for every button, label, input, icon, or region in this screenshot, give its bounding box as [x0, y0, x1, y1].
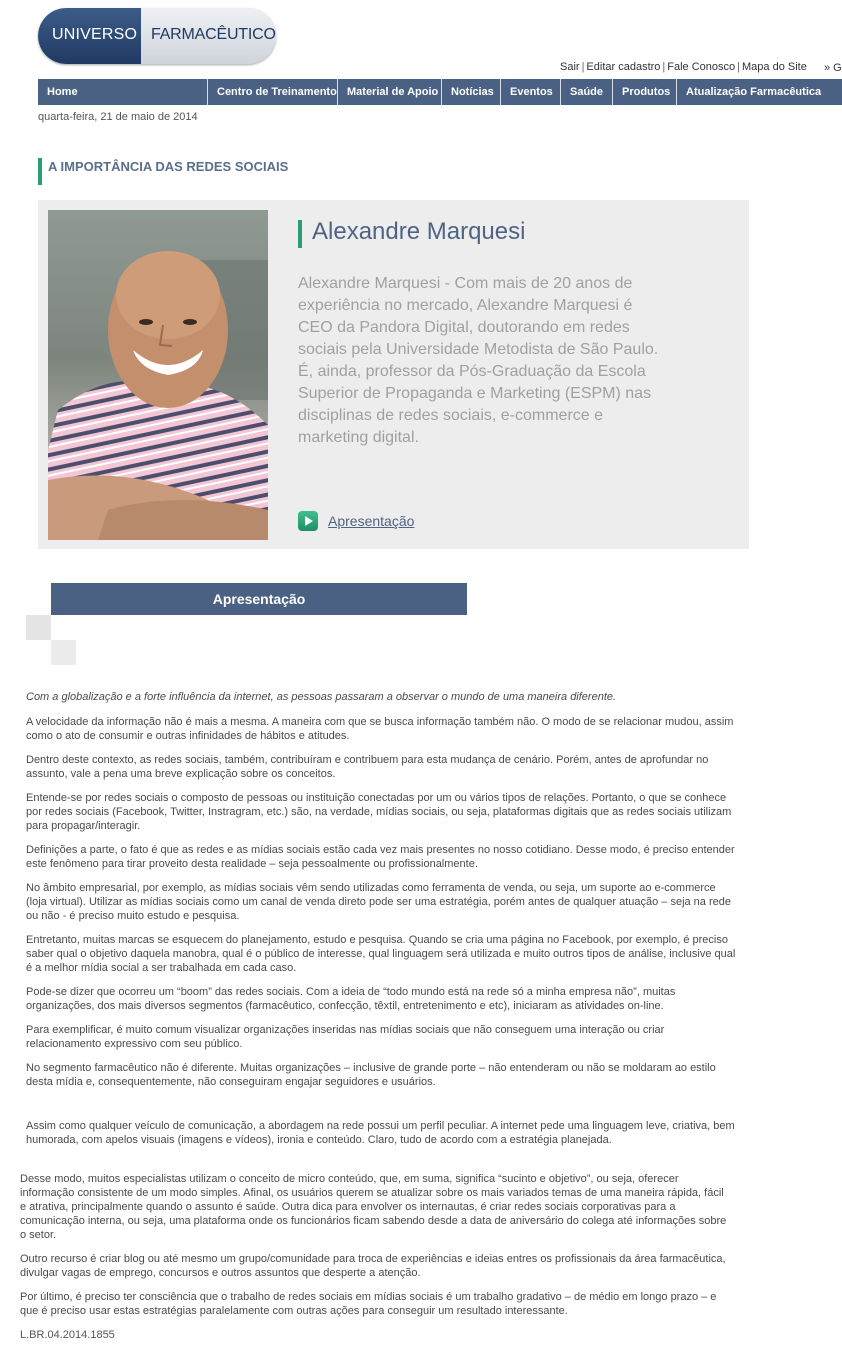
article-paragraph: Definições a parte, o fato é que as redes e as mídias sociais estão cada vez mais presentes no nosso cotidiano. Desse modo, é preciso entender este fenômeno para tirar proveito desta realidade – seja pessoalmente ou profissionalmente.: [26, 844, 735, 870]
article-paragraph: Entretanto, muitas marcas se esquecem do planejamento, estudo e pesquisa. Quando se cria uma página no Facebook, por exemplo, é preciso saber qual o objetivo daquela manobra, qual é o público de interesse, qual linguagem será utilizada e muito outros tipos de análise, inclusive qual é a melhor mídia social a ser trabalhada em cada caso.: [26, 934, 736, 974]
nav-training-center[interactable]: Centro de Treinamento: [208, 79, 338, 105]
contact-link[interactable]: Fale Conosco: [667, 61, 736, 73]
article-paragraph: Entende-se por redes sociais o composto de pessoas ou instituição conectadas por um ou vários tipos de relações. Portanto, o que se conhece por redes sociais (Facebook, Twitter, Instragram, etc.) são, na verdade, mídias sociais, ou seja, plataformas digitais que as redes sociais utilizam para propagar/interagir.: [26, 792, 732, 832]
article-paragraph: No âmbito empresarial, por exemplo, as mídias sociais vêm sendo utilizadas como ferramenta de venda, ou seja, um suporte ao e-commerce (loja virtual). Utilizar as mídias sociais como um canal de venda direto pode ser uma estratégia, porém antes de qualquer atuação – seja na rede ou não - é preciso muito estudo e pesquisa.: [26, 882, 731, 922]
article-paragraph: Dentro deste contexto, as redes sociais, também, contribuíram e contribuem para esta mudança de cenário. Porém, antes de aprofundar no assunto, vale a pena uma breve explicação sobre os conceitos.: [26, 754, 709, 780]
nav-support-material[interactable]: Material de Apoio: [338, 79, 442, 105]
article-paragraph: A velocidade da informação não é mais a mesma. A maneira com que se busca informação também não. O modo de se relacionar mudou, assim como o ato de consumir e outras infinidades de hábitos e atitudes.: [26, 716, 734, 742]
logo-left-part: [38, 8, 141, 64]
separator: |: [737, 61, 740, 73]
article-paragraph: Assim como qualquer veículo de comunicação, a abordagem na rede possui um perfil peculiar. A internet pede uma linguagem leve, criativa, bem humorada, com apelos visuais (imagens e vídeos), ironia e conteúdo. Claro, tudo de acordo com a estratégia planejada.: [26, 1120, 735, 1146]
sitemap-link[interactable]: Mapa do Site: [742, 61, 807, 73]
more-link[interactable]: » G: [824, 62, 842, 74]
author-photo: [48, 210, 268, 540]
presentation-link[interactable]: Apresentação: [328, 513, 415, 529]
article-paragraph: Pode-se dizer que ocorreu um “boom” das redes sociais. Com a ideia de “todo mundo está na rede só a minha empresa não”, muitas organizações, dos mais diversos segmentos (farmacêutico, confecção, têxtil, entretenimento e etc), iniciaram as atividades on-line.: [26, 986, 676, 1012]
main-nav: [38, 79, 842, 105]
separator: |: [662, 61, 666, 73]
author-bio: Alexandre Marquesi - Com mais de 20 anos de experiência no mercado, Alexandre Marquesi é CEO da Pandora Digital, doutorando em redes sociais pela Universidade Metodista de São Paulo. É, ainda, professor da Pós-Graduação da Escola Superior de Propaganda e Marketing (ESPM) nas disciplinas de redes sociais, e-commerce e marketing digital.: [298, 275, 659, 446]
nav-events[interactable]: Eventos: [501, 79, 561, 105]
decorative-square: [51, 640, 76, 665]
site-logo[interactable]: [38, 8, 276, 64]
separator: |: [581, 61, 585, 73]
presentation-link-row[interactable]: [298, 511, 414, 531]
article-intro: Com a globalização e a forte influência da internet, as pessoas passaram a observar o mundo de uma maneira diferente.: [26, 691, 617, 703]
edit-profile-link[interactable]: Editar cadastro: [586, 61, 661, 73]
decorative-square: [26, 615, 51, 640]
author-portrait-illustration: [48, 210, 268, 540]
logout-link[interactable]: Sair: [560, 61, 580, 73]
logo-right-part: [141, 8, 276, 64]
author-name: Alexandre Marquesi: [298, 220, 525, 248]
article-paragraph: Outro recurso é criar blog ou até mesmo um grupo/comunidade para troca de experiências e ideias entres os profissionais da área farmacêutica, divulgar vagas de emprego, concursos e outros assuntos que desperte a atenção.: [20, 1253, 726, 1279]
article-body: [26, 690, 738, 1157]
article-paragraph: Desse modo, muitos especialistas utilizam o conceito de micro conteúdo, que, em suma, significa “sucinto e objetivo”, ou seja, oferecer informação consistente de um modo simples. Afinal, os usuários querem se atualizar sobre os mais variados temas de uma maneira rápida, fácil e atrativa, principalmente quando o assunto é saúde. Outra dica para envolver os internautas, é criar redes sociais corporativas para a comunicação interna, ou seja, uma plataforma onde os funcionários ficam sabendo desde a data de aniversário do colega até informações sobre o setor.: [20, 1173, 727, 1241]
nav-products[interactable]: Produtos: [613, 79, 677, 105]
logo-text-universo: UNIVERSO: [52, 26, 138, 43]
nav-pharma-update[interactable]: Atualização Farmacêutica: [686, 86, 822, 98]
utility-links: [560, 61, 807, 73]
article-paragraph: No segmento farmacêutico não é diferente. Muitas organizações – inclusive de grande porte – não entenderam ou não se moldaram ao estilo desta mídia e, consequentemente, não conseguiram engajar seguidores e usuários.: [26, 1062, 716, 1088]
nav-health[interactable]: Saúde: [561, 79, 613, 105]
play-icon[interactable]: [298, 511, 318, 531]
current-date: quarta-feira, 21 de maio de 2014: [38, 111, 198, 123]
logo-text-farmaceutico: FARMACÊUTICO: [151, 26, 276, 43]
author-profile-box: [38, 200, 749, 549]
presentation-header: Apresentação: [51, 583, 467, 615]
article-paragraph: Por último, é preciso ter consciência que o trabalho de redes sociais em mídias sociais é um trabalho gradativo – de médio em longo prazo – e que é preciso usar estas estratégias paralelamente com outras ações para conseguir um resultado interessante.: [20, 1291, 717, 1317]
nav-news[interactable]: Notícias: [442, 79, 501, 105]
reference-code: L.BR.04.2014.1855: [20, 1329, 115, 1341]
article-body-continued: [20, 1172, 732, 1328]
nav-home[interactable]: Home: [38, 79, 208, 105]
article-paragraph: Para exemplificar, é muito comum visualizar organizações inseridas nas mídias sociais que não conseguem uma interação ou criar relacionamento expressivo com seu público.: [26, 1024, 665, 1050]
page-title: A IMPORTÂNCIA DAS REDES SOCIAIS: [38, 158, 288, 185]
